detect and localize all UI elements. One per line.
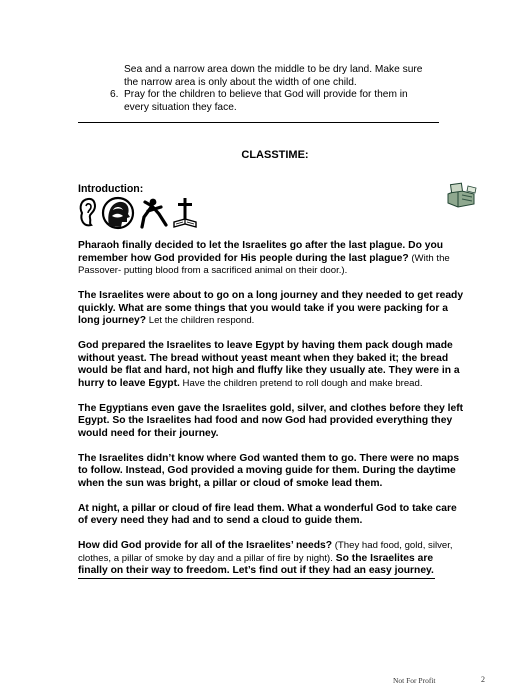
activity-icons: [77, 196, 197, 230]
paragraph-bold-text: The Israelites didn’t know where God wanted them to go. There were no maps to follow. Instead, God provided a moving guide for them. During the daytime when the sun was bright, a pillar or cloud of smoke lead them.: [78, 452, 460, 489]
footer-text: Not For Profit: [393, 676, 436, 685]
paragraph-bold-text: How did God provide for all of the Israelites’ needs?: [78, 540, 333, 551]
head-profile-icon: [101, 196, 135, 230]
paragraph: [78, 290, 464, 328]
list-item-number: 6.: [110, 89, 119, 101]
paragraph: [78, 453, 464, 491]
instruction-list: [110, 64, 450, 114]
paragraph-note-text: Let the children respond.: [146, 315, 255, 326]
top-divider: [78, 122, 439, 123]
paragraph-note-text: (They had food, gold, silver, clothes, a pillar of smoke by day and a pillar of fire by night).: [78, 540, 453, 564]
cross-bible-icon: [173, 197, 197, 229]
list-item-line: every situation they face.: [124, 101, 237, 113]
bottom-divider: [78, 578, 435, 579]
lesson-body: [78, 240, 464, 590]
paragraph-bold-text: The Egyptians even gave the Israelites gold, silver, and clothes before they left Egypt. So the Israelites had food and now God had provided everything they would need for their journey.: [78, 402, 464, 439]
introduction-label: Introduction:: [78, 183, 144, 195]
list-item-line: Pray for the children to believe that God will provide for them in: [124, 89, 408, 101]
paragraph-bold-text: The Israelites were about to go on a long journey and they needed to get ready quickly. What are some things that you would take if you were packing for a long journey?: [78, 290, 464, 326]
page-number: 2: [481, 675, 485, 684]
ear-icon: [77, 197, 97, 229]
paragraph: [78, 240, 464, 278]
list-continuation-line: Sea and a narrow area down the middle to be dry land. Make sure: [124, 64, 423, 75]
paragraph-bold-text: Pharaoh finally decided to let the Israelites go after the last plague. Do you remember how God provided for His people during the last plague?: [78, 240, 444, 264]
paragraph-bold-text: God prepared the Israelites to leave Egypt by having them pack dough made without yeast. The bread without yeast meant when they baked it; the bread would be flat and hard, not high and fluffy like they usually ate. They were in a hurry to leave Egypt.: [78, 340, 460, 389]
section-heading: CLASSTIME:: [241, 149, 309, 161]
paragraph-bold-text: So the Israelites are finally on their way to freedom. Let’s find out if they had an easy journey.: [78, 552, 434, 576]
stretching-figure-icon: [139, 197, 169, 229]
paragraph: [78, 340, 464, 390]
list-continuation-line: the narrow area is only about the width of one child.: [124, 76, 357, 88]
printing-press-icon: [446, 182, 478, 208]
paragraph-note-text: (With the Passover- putting blood from a sacrificed animal on their door.).: [78, 252, 450, 276]
paragraph: [78, 503, 464, 528]
paragraph-bold-text: At night, a pillar or cloud of fire lead them. What a wonderful God to take care of every need they had and to send a cloud to guide them.: [78, 502, 457, 526]
paragraph-note-text: Have the children pretend to roll dough and make bread.: [179, 377, 423, 389]
paragraph: [78, 540, 464, 578]
list-item-6: [110, 89, 450, 114]
paragraph: [78, 403, 464, 441]
